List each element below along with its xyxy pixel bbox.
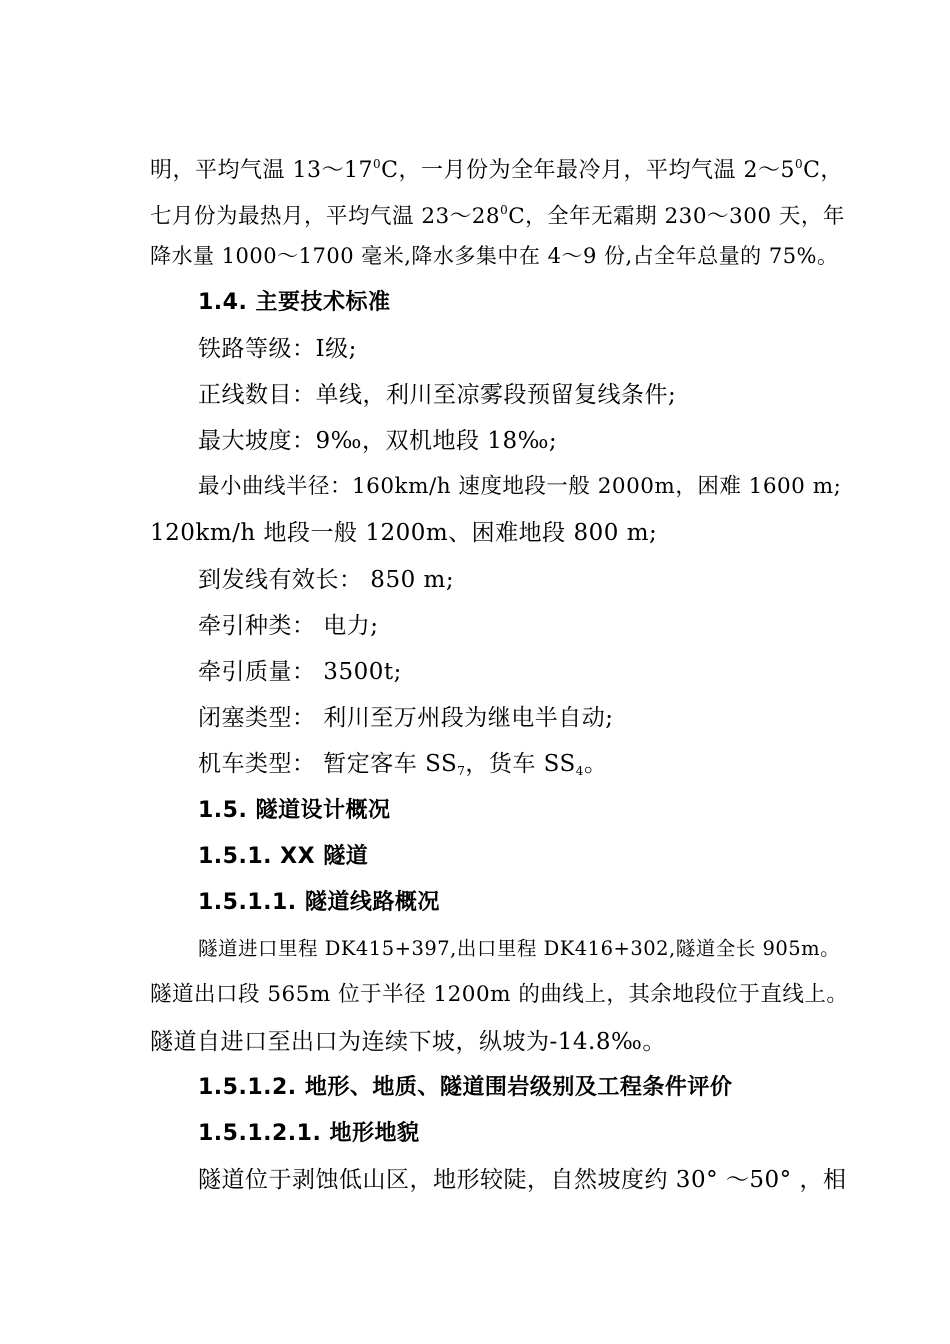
subscript: 4 <box>575 764 584 778</box>
route-line: 隧道出口段 565m 位于半径 1200m 的曲线上，其余地段位于直线上。 <box>150 982 849 1007</box>
text-segment: C，全年无霜期 230～300 天，年 <box>508 204 845 229</box>
degree-superscript: 0 <box>500 203 509 217</box>
climate-line-1 <box>150 150 843 183</box>
route-line: 隧道自进口至出口为连续下坡，纵坡为-14.8‰。 <box>150 1029 666 1055</box>
heading-1-5-1: 1.5.1. XX 隧道 <box>198 844 369 869</box>
standard-item: 最小曲线半径：160km/h 速度地段一般 2000m，困难 1600 m; <box>198 474 842 499</box>
standard-item: 闭塞类型： 利川至万州段为继电半自动; <box>198 705 614 731</box>
standard-item: 120km/h 地段一般 1200m、困难地段 800 m; <box>150 520 658 546</box>
text-segment: 机车类型： 暂定客车 SS <box>198 751 458 777</box>
standard-item: 牵引种类： 电力; <box>198 613 379 639</box>
standard-item-locomotive <box>198 750 607 778</box>
text-segment: ，货车 SS <box>465 751 576 777</box>
degree-superscript: 0 <box>372 157 382 171</box>
text-segment: C， <box>803 158 843 183</box>
subscript: 7 <box>457 764 466 778</box>
standard-item: 最大坡度：9‰，双机地段 18‰; <box>198 428 558 454</box>
heading-1-4: 1.4. 主要技术标准 <box>198 290 391 315</box>
standard-item: 到发线有效长： 850 m; <box>198 567 455 593</box>
route-line: 隧道进口里程 DK415+397,出口里程 DK416+302,隧道全长 905m。 <box>198 937 841 960</box>
climate-line-3: 降水量 1000～1700 毫米,降水多集中在 4～9 份,占全年总量的 75%。 <box>150 244 839 268</box>
degree-superscript: 0 <box>794 157 804 171</box>
standard-item: 铁路等级：Ⅰ级; <box>198 336 357 362</box>
heading-1-5-1-2: 1.5.1.2. 地形、地质、隧道围岩级别及工程条件评价 <box>198 1075 733 1100</box>
text-segment: 明，平均气温 13～17 <box>150 158 373 183</box>
heading-1-5-1-1: 1.5.1.1. 隧道线路概况 <box>198 890 440 915</box>
climate-line-2 <box>150 196 845 229</box>
text-segment: C，一月份为全年最冷月，平均气温 2～5 <box>381 158 795 183</box>
terrain-line: 隧道位于剥蚀低山区，地形较陡，自然坡度约 30° ～50° ，相 <box>198 1167 847 1193</box>
standard-item: 正线数目：单线，利川至凉雾段预留复线条件; <box>198 382 677 408</box>
text-segment: 。 <box>583 751 608 777</box>
standard-item: 牵引质量： 3500t; <box>198 659 402 685</box>
heading-1-5: 1.5. 隧道设计概况 <box>198 798 391 823</box>
heading-1-5-1-2-1: 1.5.1.2.1. 地形地貌 <box>198 1121 420 1146</box>
text-segment: 七月份为最热月，平均气温 23～28 <box>150 204 501 229</box>
